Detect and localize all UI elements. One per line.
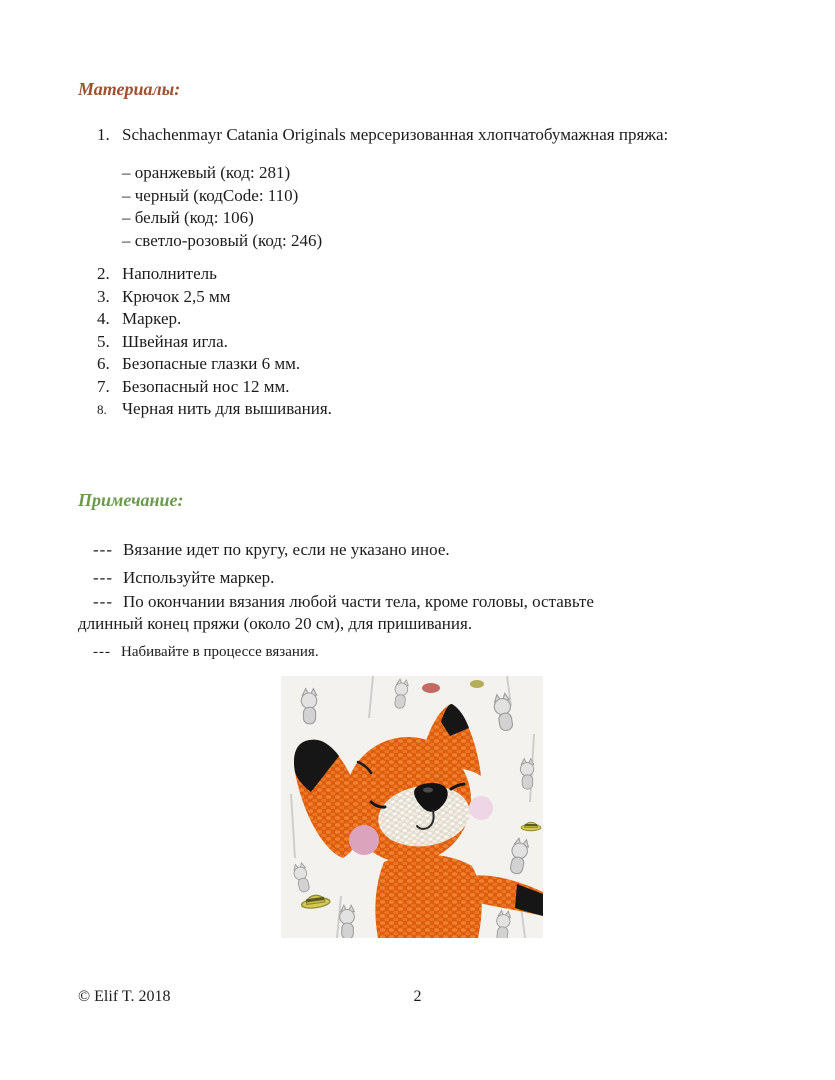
materials-item-1 <box>97 124 757 146</box>
list-number: 8. <box>97 402 107 417</box>
materials-list <box>97 263 835 422</box>
critter-doodle <box>301 688 316 723</box>
note-item <box>78 591 757 636</box>
yarn-color-black: – черный (кодCode: 110) <box>122 185 299 205</box>
page-number: 2 <box>413 988 422 1005</box>
notes-heading: Примечание: <box>78 489 184 510</box>
materials-heading: Материалы: <box>78 79 181 99</box>
yarn-color-white: – белый (код: 106) <box>122 208 254 227</box>
yarn-colors-list <box>122 162 835 252</box>
notes-list <box>78 539 757 663</box>
fox-photo-illustration <box>281 676 543 938</box>
materials-item <box>97 308 835 331</box>
materials-item <box>97 398 835 422</box>
materials-item-text: Крючок 2,5 мм <box>122 286 231 306</box>
dash-marker: --- <box>93 591 113 611</box>
list-number: 7. <box>97 376 110 396</box>
fox-right-cheek <box>469 796 493 820</box>
dash-marker: --- <box>93 643 111 660</box>
materials-item-1-text: Schachenmayr Catania Originals мерсеризованная хлопчатобумажная пряжа: <box>122 125 669 144</box>
materials-item-text: Наполнитель <box>122 264 217 283</box>
materials-item <box>97 263 835 286</box>
materials-item <box>97 376 835 399</box>
fox-photo <box>281 676 543 938</box>
critter-doodle <box>340 905 355 938</box>
materials-item-text: Безопасный нос 12 мм. <box>122 376 290 396</box>
note-text-continued: длинный конец пряжи (около 20 см), для пришивания. <box>78 614 473 633</box>
dash-marker: --- <box>93 539 113 559</box>
materials-item <box>97 353 835 376</box>
materials-item-text: Маркер. <box>122 309 182 328</box>
materials-item-text: Швейная игла. <box>122 331 228 351</box>
list-number: 5. <box>97 331 110 351</box>
list-number: 2. <box>97 264 110 283</box>
yarn-color-orange: – оранжевый (код: 281) <box>122 163 291 182</box>
note-text: По окончании вязания любой части тела, кроме головы, оставьте <box>122 591 594 611</box>
note-item <box>78 539 757 562</box>
dash-marker: --- <box>93 568 113 587</box>
list-number: 3. <box>97 286 110 306</box>
note-text: Набивайте в процессе вязания. <box>121 643 319 660</box>
fox-left-cheek <box>349 825 379 855</box>
note-item <box>78 567 757 590</box>
list-number: 4. <box>97 309 110 328</box>
critter-doodle <box>520 758 533 788</box>
red-hat-doodle <box>422 683 440 693</box>
list-number: 6. <box>97 354 110 373</box>
materials-item-text: Безопасные глазки 6 мм. <box>122 354 301 373</box>
yarn-color-pink: – светло-розовый (код: 246) <box>122 230 323 250</box>
fox-body <box>375 854 481 938</box>
olive-hat-doodle <box>470 680 484 688</box>
note-text: Вязание идет по кругу, если не указано иное. <box>122 539 450 559</box>
footer-copyright: © Elif T. 2018 <box>78 988 171 1005</box>
note-text: Используйте маркер. <box>122 568 275 587</box>
fox-nose-highlight <box>423 787 433 792</box>
list-number: 1. <box>97 125 110 144</box>
materials-item-text: Черная нить для вышивания. <box>122 399 332 418</box>
materials-item <box>97 286 835 309</box>
note-item <box>78 642 757 663</box>
materials-item <box>97 331 835 354</box>
